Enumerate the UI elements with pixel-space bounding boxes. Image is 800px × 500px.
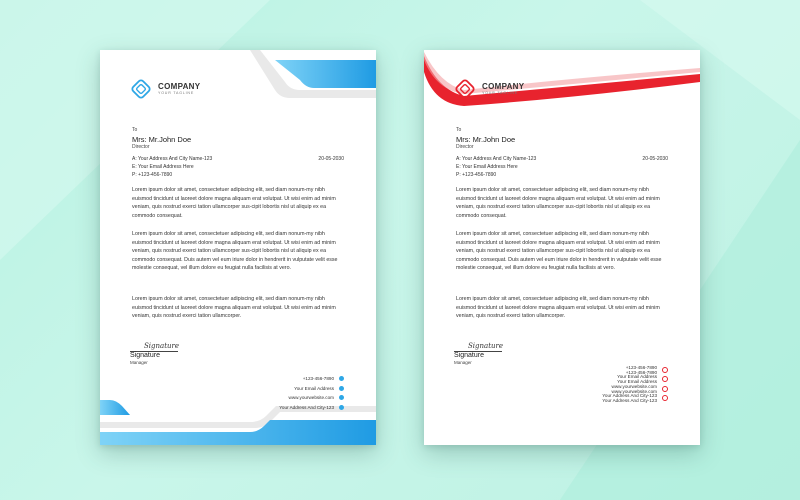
phone-line: P: +123-456-7890 xyxy=(456,172,497,178)
diamond-logo-icon xyxy=(130,78,152,100)
contact-text: Your Email Address xyxy=(294,385,334,391)
company-name: COMPANY xyxy=(482,82,525,91)
contact-email xyxy=(602,375,668,385)
phone-line: P: +123-456-7890 xyxy=(132,172,173,178)
address-line: A: Your Address And City Name-123 xyxy=(456,156,537,162)
signature-script: Signature xyxy=(468,342,504,350)
contact-text: +123-456-7890 xyxy=(625,364,657,370)
contact-text: +123-456-7890 xyxy=(625,369,657,375)
body-paragraph-3: Lorem ipsum dolor sit amet, consectetuer adipiscing elit, sed diam nonum-my nibh euismod tincidunt ut laoreet dolore magna aliquam erat volutpat. Ut wisi enim ad minim veniam, quis nostrud exerci tation ullamcorper. xyxy=(132,296,336,320)
contact-phone xyxy=(279,374,344,384)
signature-block xyxy=(130,342,190,365)
contact-text-group xyxy=(612,384,657,394)
address-block xyxy=(132,155,344,179)
email-icon xyxy=(662,376,668,382)
address-line: A: Your Address And City Name-123 xyxy=(132,156,213,162)
company-logo xyxy=(454,78,524,100)
body-paragraph-1: Lorem ipsum dolor sit amet, consectetuer adipiscing elit, sed diam nonum-my nibh euismod tincidunt ut laoreet dolore magna aliquam erat volutpat. Ut wisi enim ad minim veniam, quis nostrud exerci tation ullamcorper sus-cipit lobortis nisl ut aliquip ex ea commodo consequat. xyxy=(456,187,660,219)
recipient-title: Director xyxy=(456,144,474,150)
contact-text-group xyxy=(602,393,657,403)
contact-list xyxy=(602,365,668,403)
company-name: COMPANY xyxy=(158,82,201,91)
company-tagline: YOUR TAGLINE xyxy=(158,91,195,95)
contact-email xyxy=(279,384,344,394)
letter-date: 20-05-2030 xyxy=(318,156,344,162)
recipient-name: Mrs: Mr.John Doe xyxy=(456,135,516,144)
body-paragraph-1: Lorem ipsum dolor sit amet, consectetuer adipiscing elit, sed diam nonum-my nibh euismod tincidunt ut laoreet dolore magna aliquam erat volutpat. Ut wisi enim ad minim veniam, quis nostrud exerci tation ullamcorper sus-cipit lobortis nisl ut aliquip ex ea commodo consequat. xyxy=(132,187,336,219)
body-paragraph-3: Lorem ipsum dolor sit amet, consectetuer adipiscing elit, sed diam nonum-my nibh euismod tincidunt ut laoreet dolore magna aliquam erat volutpat. Ut wisi enim ad minim veniam, quis nostrud exerci tation ullamcorper. xyxy=(456,296,660,320)
phone-icon xyxy=(662,367,668,373)
contact-website xyxy=(279,393,344,403)
contact-text: +123-456-7890 xyxy=(302,376,334,382)
contact-website xyxy=(602,384,668,394)
contact-phone xyxy=(602,365,668,375)
globe-icon xyxy=(339,395,344,400)
signature-role: Manager xyxy=(130,360,148,365)
globe-icon xyxy=(662,386,668,392)
letterhead-red xyxy=(424,50,700,445)
contact-text-group xyxy=(617,374,657,384)
phone-icon xyxy=(339,376,344,381)
signature-label: Signature xyxy=(454,352,484,359)
diamond-logo-icon xyxy=(454,78,476,100)
contact-address xyxy=(602,394,668,404)
email-icon xyxy=(339,386,344,391)
contact-text: Your Email Address xyxy=(617,379,657,385)
recipient-name: Mrs: Mr.John Doe xyxy=(132,135,192,144)
contact-text: Your Address And City-123 xyxy=(602,398,657,404)
company-tagline: YOUR TAGLINE xyxy=(482,91,519,95)
contact-text: www.yourwebsite.com xyxy=(611,388,657,394)
location-icon xyxy=(662,395,668,401)
contact-text: Your Address And City-123 xyxy=(279,404,334,410)
contact-text: Your Email Address xyxy=(617,374,657,380)
body-paragraph-2: Lorem ipsum dolor sit amet, consectetuer adipiscing elit, sed diam nonum-my nibh euismod tincidunt ut laoreet dolore magna aliquam erat volutpat. Ut wisi enim ad minim veniam, quis nostrud exerci tation ullamcorper sus-cipit lobortis nisl ut aliquip ex ea commodo consequat. Duis autem vel eum iriure dolor in hendrerit in vulputate velit esse molestie consequat, vel illum dolore eu feugiat nulla facilisis at vero. xyxy=(132,231,338,272)
contact-list xyxy=(279,374,344,412)
email-line: E: Your Email Address Here xyxy=(132,164,194,170)
signature-role: Manager xyxy=(454,360,472,365)
contact-text: Your Address And City-123 xyxy=(602,393,657,399)
letter-date: 20-05-2030 xyxy=(642,156,668,162)
letterhead-blue xyxy=(100,50,376,445)
signature-block xyxy=(454,342,514,365)
company-logo xyxy=(130,78,200,100)
location-icon xyxy=(339,405,344,410)
signature-label: Signature xyxy=(130,352,160,359)
to-label: To xyxy=(132,127,138,133)
address-block xyxy=(456,155,668,179)
contact-address xyxy=(279,403,344,413)
contact-text: www.yourwebsite.com xyxy=(288,395,334,401)
signature-script: Signature xyxy=(144,342,180,350)
body-paragraph-2: Lorem ipsum dolor sit amet, consectetuer adipiscing elit, sed diam nonum-my nibh euismod tincidunt ut laoreet dolore magna aliquam erat volutpat. Ut wisi enim ad minim veniam, quis nostrud exerci tation ullamcorper sus-cipit lobortis nisl ut aliquip ex ea commodo consequat. Duis autem vel eum iriure dolor in hendrerit in vulputate velit esse molestie consequat, vel illum dolore eu feugiat nulla facilisis at vero. xyxy=(456,231,662,272)
email-line: E: Your Email Address Here xyxy=(456,164,518,170)
contact-text: www.yourwebsite.com xyxy=(611,383,657,389)
recipient-title: Director xyxy=(132,144,150,150)
to-label: To xyxy=(456,127,462,133)
contact-text-group xyxy=(626,365,657,375)
